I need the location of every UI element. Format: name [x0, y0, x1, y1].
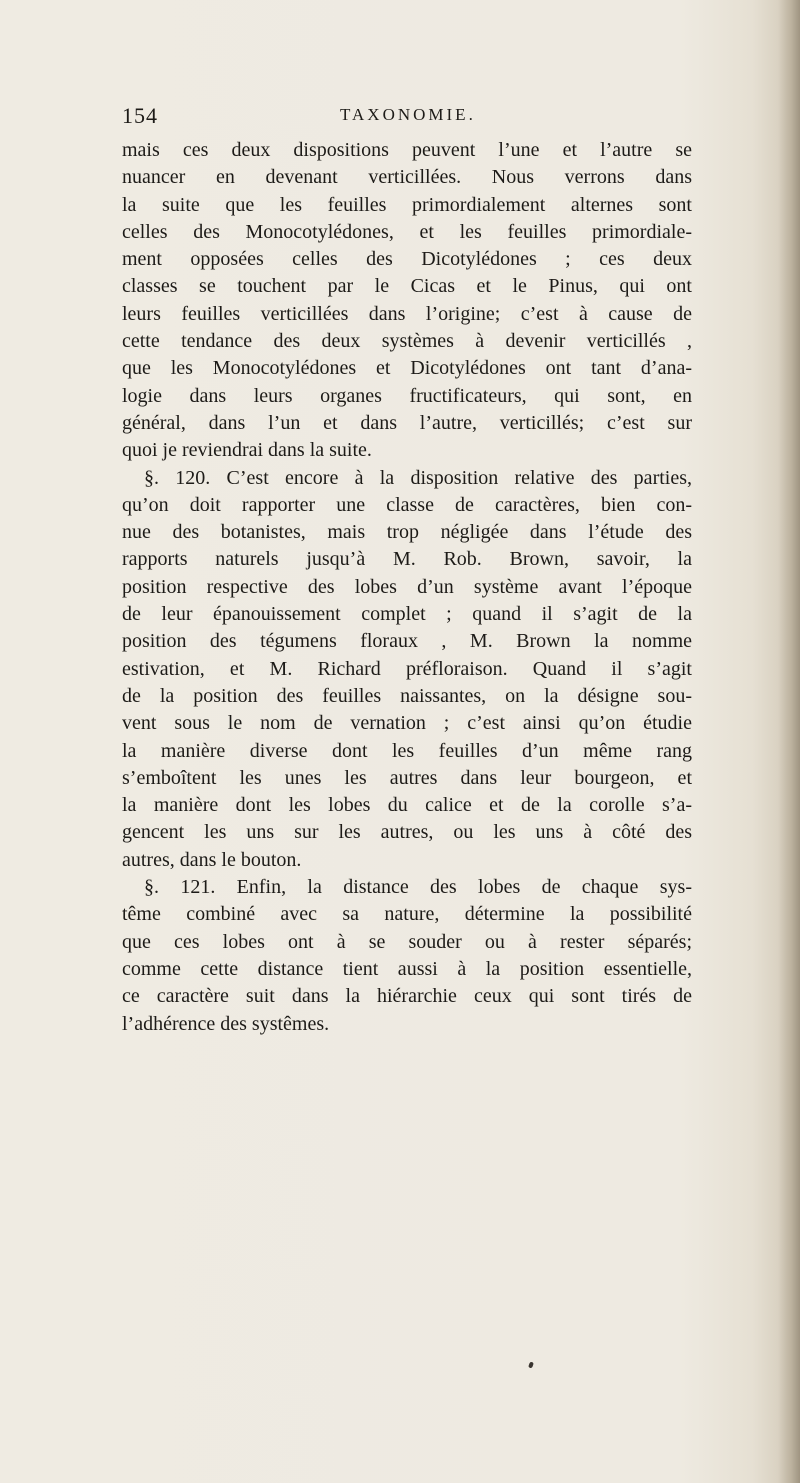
- page-edge-shadow: [778, 0, 800, 1483]
- text-line: ment opposées celles des Dicotylédones ; ces deux: [122, 248, 692, 271]
- text-line: la manière diverse dont les feuilles d’un même rang: [122, 739, 692, 762]
- text-line: général, dans l’un et dans l’autre, verticillés; c’est sur: [122, 411, 692, 434]
- paragraph-end-line: quoi je reviendrai dans la suite.: [122, 439, 372, 462]
- text-line: vent sous le nom de vernation ; c’est ainsi qu’on étudie: [122, 712, 692, 735]
- text-line: rapports naturels jusqu’à M. Rob. Brown, savoir, la: [122, 548, 692, 571]
- text-line: gencent les uns sur les autres, ou les uns à côté des: [122, 821, 692, 844]
- text-line: tême combiné avec sa nature, détermine la possibilité: [122, 903, 692, 926]
- text-line: la manière dont les lobes du calice et de la corolle s’a-: [122, 794, 692, 817]
- text-line: que ces lobes ont à se souder ou à rester séparés;: [122, 930, 692, 953]
- text-line: s’emboîtent les unes les autres dans leur bourgeon, et: [122, 766, 692, 789]
- text-line: position respective des lobes d’un système avant l’époque: [122, 575, 692, 598]
- text-line: nue des botanistes, mais trop négligée dans l’étude des: [122, 521, 692, 544]
- text-line: celles des Monocotylédones, et les feuilles primordiale-: [122, 220, 692, 243]
- text-line: mais ces deux dispositions peuvent l’une et l’autre se: [122, 139, 692, 161]
- page-header: [122, 103, 692, 133]
- text-line: ce caractère suit dans la hiérarchie ceux qui sont tirés de: [122, 985, 692, 1008]
- text-line: position des tégumens floraux , M. Brown la nomme: [122, 630, 692, 653]
- body-text: [122, 137, 692, 1038]
- paragraph-end-line: autres, dans le bouton.: [122, 848, 302, 871]
- text-line: classes se touchent par le Cicas et le Pinus, qui ont: [122, 275, 692, 298]
- text-line: de la position des feuilles naissantes, on la désigne sou-: [122, 684, 692, 707]
- text-line: leurs feuilles verticillées dans l’origine; c’est à cause de: [122, 302, 692, 325]
- ink-speck: [528, 1361, 534, 1368]
- text-line: estivation, et M. Richard préfloraison. Quand il s’agit: [122, 657, 692, 680]
- running-title: TAXONOMIE.: [340, 105, 476, 124]
- text-line: cette tendance des deux systèmes à devenir verticillés ,: [122, 330, 692, 353]
- text-line: que les Monocotylédones et Dicotylédones ont tant d’ana-: [122, 357, 692, 380]
- text-line: la suite que les feuilles primordialement alternes sont: [122, 193, 692, 216]
- text-line: qu’on doit rapporter une classe de caractères, bien con-: [122, 493, 692, 516]
- page-number: 154: [122, 103, 158, 128]
- section-121-first-line: §. 121. Enfin, la distance des lobes de chaque sys-: [144, 876, 692, 899]
- text-line: nuancer en devenant verticillées. Nous verrons dans: [122, 166, 692, 189]
- section-120-first-line: §. 120. C’est encore à la disposition relative des parties,: [144, 466, 692, 489]
- text-line: comme cette distance tient aussi à la position essentielle,: [122, 957, 692, 980]
- text-line: de leur épanouissement complet ; quand il s’agit de la: [122, 603, 692, 626]
- paragraph-end-line: l’adhérence des systêmes.: [122, 1012, 330, 1035]
- text-line: logie dans leurs organes fructificateurs, qui sont, en: [122, 384, 692, 407]
